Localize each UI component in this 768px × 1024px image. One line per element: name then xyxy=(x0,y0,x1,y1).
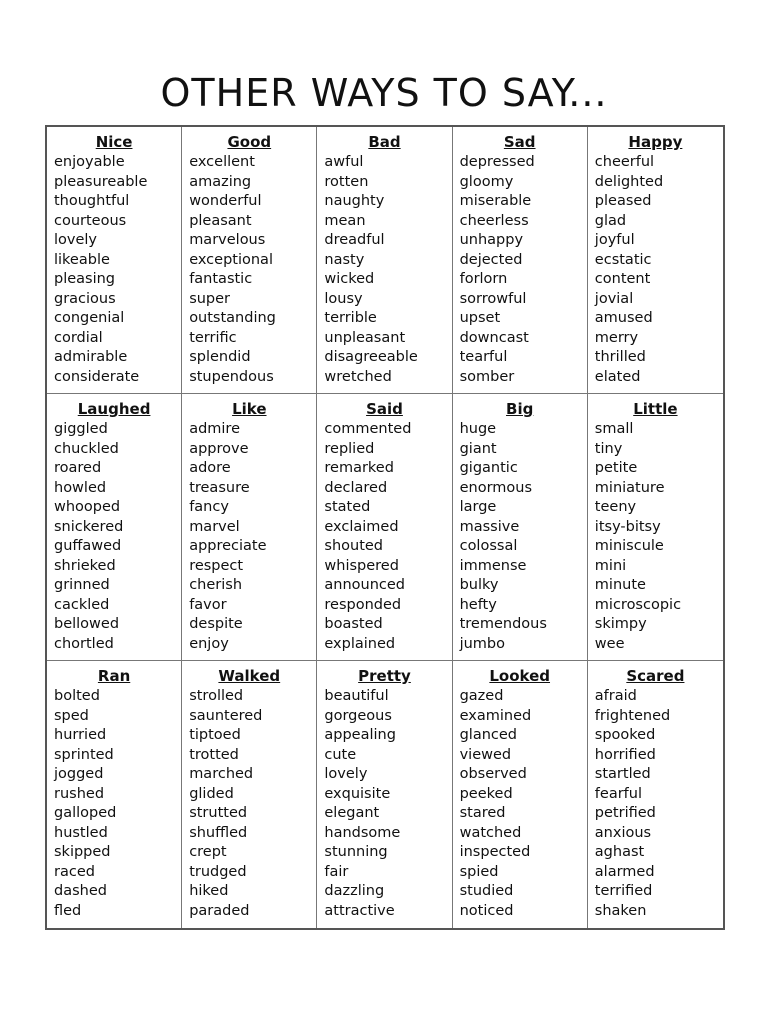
word-item: observed xyxy=(459,766,527,782)
word-item: marvelous xyxy=(189,232,266,248)
word-item: microscopic xyxy=(594,596,682,613)
word-item: outstanding xyxy=(189,310,276,326)
word-item: shaken xyxy=(594,902,647,919)
word-item: spooked xyxy=(594,727,656,743)
word-item: boasted xyxy=(324,616,383,632)
word-item: dreadful xyxy=(324,232,385,248)
word-item: anxious xyxy=(594,824,652,841)
word-item: gazed xyxy=(459,688,504,704)
word-item: unhappy xyxy=(459,232,524,248)
word-item: glad xyxy=(594,212,627,229)
word-item: admirable xyxy=(54,349,128,365)
word-item: content xyxy=(594,271,651,287)
word-item: paraded xyxy=(189,902,250,919)
word-item: sauntered xyxy=(189,707,263,724)
category-heading: Scared xyxy=(626,667,685,685)
word-item: jovial xyxy=(594,290,634,307)
word-item: approve xyxy=(189,440,249,457)
word-item: teeny xyxy=(594,499,637,515)
word-item: watched xyxy=(459,824,522,841)
word-item: enjoy xyxy=(189,635,229,652)
category-cell-laughed xyxy=(47,394,182,661)
word-item: shuffled xyxy=(189,824,248,841)
word-item: appealing xyxy=(324,727,396,743)
word-item: somber xyxy=(459,368,515,385)
word-item: whispered xyxy=(324,557,399,574)
word-list xyxy=(54,687,181,921)
word-item: handsome xyxy=(324,824,401,841)
word-list xyxy=(595,153,723,387)
category-cell-big xyxy=(453,394,588,661)
word-item: awful xyxy=(324,154,364,170)
word-item: huge xyxy=(459,421,497,437)
word-item: enormous xyxy=(459,479,533,496)
word-item: appreciate xyxy=(189,538,267,554)
category-cell-like xyxy=(182,394,317,661)
word-item: forlorn xyxy=(459,271,508,287)
word-item: pleasureable xyxy=(54,173,148,190)
category-heading: Nice xyxy=(95,133,133,151)
word-item: beautiful xyxy=(324,688,389,704)
category-cell-little xyxy=(588,394,723,661)
word-item: petite xyxy=(594,460,638,476)
word-item: miserable xyxy=(459,193,532,209)
word-item: itsy-bitsy xyxy=(594,518,661,535)
word-item: wretched xyxy=(324,368,392,385)
word-item: raced xyxy=(54,863,95,880)
category-cell-scared xyxy=(588,661,723,928)
word-item: wonderful xyxy=(189,193,262,209)
word-item: cordial xyxy=(54,329,103,346)
word-item: gorgeous xyxy=(324,707,392,724)
word-item: marched xyxy=(189,766,254,782)
word-item: depressed xyxy=(459,154,535,170)
word-list xyxy=(324,687,451,921)
word-item: chuckled xyxy=(54,440,119,457)
category-heading: Big xyxy=(506,400,534,418)
word-item: pleasant xyxy=(189,212,252,229)
word-item: explained xyxy=(324,635,396,652)
word-item: startled xyxy=(594,766,651,782)
word-item: wicked xyxy=(324,271,375,287)
word-item: terrified xyxy=(594,883,653,899)
word-item: gloomy xyxy=(459,173,514,190)
word-item: stupendous xyxy=(189,368,274,385)
word-item: terrible xyxy=(324,310,377,326)
word-item: spied xyxy=(459,863,499,880)
word-item: colossal xyxy=(459,538,518,554)
word-item: stunning xyxy=(324,844,388,860)
category-heading: Ran xyxy=(97,667,131,685)
word-item: thrilled xyxy=(594,349,646,365)
word-item: respect xyxy=(189,557,244,574)
word-item: treasure xyxy=(189,479,250,496)
word-item: pleasing xyxy=(54,271,116,287)
word-item: responded xyxy=(324,596,402,613)
category-heading: Laughed xyxy=(77,400,151,418)
word-item: immense xyxy=(459,557,527,574)
word-item: sorrowful xyxy=(459,290,527,307)
word-list xyxy=(595,420,723,654)
word-item: miniature xyxy=(594,479,665,496)
category-cell-happy xyxy=(588,127,723,394)
word-item: rushed xyxy=(54,785,105,802)
word-item: elated xyxy=(594,368,641,385)
word-item: dashed xyxy=(54,883,107,899)
word-item: howled xyxy=(54,479,107,496)
word-item: cute xyxy=(324,746,357,763)
category-heading: Pretty xyxy=(358,667,411,685)
word-item: attractive xyxy=(324,902,395,919)
word-item: considerate xyxy=(54,368,140,385)
word-item: wee xyxy=(594,635,625,652)
word-item: lovely xyxy=(54,232,98,248)
word-item: fantastic xyxy=(189,271,253,287)
category-heading: Said xyxy=(366,400,403,418)
word-item: gracious xyxy=(54,290,116,307)
word-item: despite xyxy=(189,616,243,632)
word-item: terrific xyxy=(189,329,237,346)
word-item: chortled xyxy=(54,635,114,652)
word-item: delighted xyxy=(594,173,664,190)
word-item: glided xyxy=(189,785,234,802)
word-list xyxy=(595,687,723,921)
word-item: exclaimed xyxy=(324,518,399,535)
word-item: galloped xyxy=(54,805,117,821)
word-item: announced xyxy=(324,577,406,593)
word-item: stared xyxy=(459,805,506,821)
word-item: disagreeable xyxy=(324,349,418,365)
word-list xyxy=(460,420,587,654)
category-heading: Like xyxy=(232,400,267,418)
word-item: gigantic xyxy=(459,460,518,476)
word-item: joyful xyxy=(594,232,635,248)
word-item: favor xyxy=(189,596,227,613)
word-item: massive xyxy=(459,518,520,535)
word-item: mini xyxy=(594,557,627,574)
word-item: unpleasant xyxy=(324,329,406,346)
word-item: bulky xyxy=(459,577,499,593)
word-item: jogged xyxy=(54,766,104,782)
word-item: snickered xyxy=(54,518,124,535)
word-item: remarked xyxy=(324,460,394,476)
word-item: fearful xyxy=(594,785,642,802)
word-item: miniscule xyxy=(594,538,664,554)
word-item: roared xyxy=(54,460,102,476)
word-item: horrified xyxy=(594,746,656,763)
category-cell-said xyxy=(317,394,452,661)
word-item: bolted xyxy=(54,688,100,704)
category-cell-good xyxy=(182,127,317,394)
word-item: elegant xyxy=(324,805,380,821)
word-item: pleased xyxy=(594,193,652,209)
word-item: naughty xyxy=(324,193,385,209)
word-item: minute xyxy=(594,577,646,593)
word-item: viewed xyxy=(459,746,512,763)
word-item: peeked xyxy=(459,785,513,802)
word-item: tiny xyxy=(594,440,623,457)
word-item: fled xyxy=(54,902,82,919)
word-item: splendid xyxy=(189,349,251,365)
word-item: giggled xyxy=(54,421,108,437)
word-item: thoughtful xyxy=(54,193,130,209)
word-item: excellent xyxy=(189,154,255,170)
word-item: strolled xyxy=(189,688,244,704)
category-cell-sad xyxy=(453,127,588,394)
word-item: crept xyxy=(189,844,227,860)
word-item: petrified xyxy=(594,805,656,821)
word-item: cheerless xyxy=(459,212,529,229)
word-item: stated xyxy=(324,499,371,515)
word-item: cackled xyxy=(54,596,110,613)
word-item: trudged xyxy=(189,863,247,880)
category-cell-pretty xyxy=(317,661,452,928)
word-item: commented xyxy=(324,421,412,437)
word-item: super xyxy=(189,290,231,307)
word-item: guffawed xyxy=(54,538,122,554)
word-item: downcast xyxy=(459,329,529,346)
word-item: bellowed xyxy=(54,616,120,632)
category-heading: Little xyxy=(633,400,678,418)
word-item: ecstatic xyxy=(594,251,652,268)
word-list xyxy=(460,153,587,387)
word-item: admire xyxy=(189,421,240,437)
word-item: tiptoed xyxy=(189,727,241,743)
word-item: lousy xyxy=(324,290,363,307)
word-item: cherish xyxy=(189,577,243,593)
word-item: dejected xyxy=(459,251,523,268)
category-heading: Happy xyxy=(628,133,683,151)
category-heading: Looked xyxy=(489,667,551,685)
word-item: frightened xyxy=(594,707,671,724)
word-item: exceptional xyxy=(189,251,273,268)
word-item: tearful xyxy=(459,349,508,365)
word-item: dazzling xyxy=(324,883,385,899)
word-item: upset xyxy=(459,310,501,326)
word-item: studied xyxy=(459,883,514,899)
word-list xyxy=(460,687,587,921)
word-item: congenial xyxy=(54,310,125,326)
word-item: inspected xyxy=(459,844,531,860)
word-list xyxy=(54,420,181,654)
word-item: fancy xyxy=(189,499,229,515)
word-item: nasty xyxy=(324,251,365,268)
word-item: hustled xyxy=(54,824,108,841)
word-item: hefty xyxy=(459,596,497,613)
word-item: mean xyxy=(324,212,366,229)
word-item: examined xyxy=(459,707,532,724)
word-item: small xyxy=(594,421,634,437)
word-item: giant xyxy=(459,440,497,457)
word-item: sprinted xyxy=(54,746,114,763)
word-item: hiked xyxy=(189,883,229,899)
word-item: glanced xyxy=(459,727,517,743)
word-item: noticed xyxy=(459,902,514,919)
category-cell-nice xyxy=(47,127,182,394)
word-item: cheerful xyxy=(594,154,655,170)
category-heading: Walked xyxy=(218,667,281,685)
word-item: grinned xyxy=(54,577,110,593)
word-list xyxy=(324,420,451,654)
category-cell-ran xyxy=(47,661,182,928)
word-item: sped xyxy=(54,707,89,724)
word-item: adore xyxy=(189,460,231,476)
word-list xyxy=(189,687,316,921)
word-item: fair xyxy=(324,863,349,880)
word-list xyxy=(189,420,316,654)
word-item: skimpy xyxy=(594,616,647,632)
word-item: declared xyxy=(324,479,388,496)
word-item: courteous xyxy=(54,212,127,229)
category-heading: Good xyxy=(227,133,272,151)
word-item: shouted xyxy=(324,538,384,554)
word-item: aghast xyxy=(594,844,645,860)
word-item: strutted xyxy=(189,805,248,821)
word-list xyxy=(189,153,316,387)
word-item: amused xyxy=(594,310,653,326)
word-item: afraid xyxy=(594,688,637,704)
word-list xyxy=(54,153,181,387)
word-item: replied xyxy=(324,440,375,457)
word-item: likeable xyxy=(54,251,110,268)
word-list xyxy=(324,153,451,387)
word-item: hurried xyxy=(54,727,107,743)
synonym-grid xyxy=(45,125,725,930)
category-cell-bad xyxy=(317,127,452,394)
word-item: shrieked xyxy=(54,557,116,574)
word-item: jumbo xyxy=(459,635,506,652)
category-heading: Sad xyxy=(503,133,536,151)
word-item: alarmed xyxy=(594,863,655,880)
word-item: whooped xyxy=(54,499,121,515)
word-item: enjoyable xyxy=(54,154,125,170)
word-item: trotted xyxy=(189,746,239,763)
word-item: marvel xyxy=(189,518,240,535)
category-heading: Bad xyxy=(368,133,401,151)
word-item: rotten xyxy=(324,173,369,190)
category-cell-walked xyxy=(182,661,317,928)
word-item: merry xyxy=(594,329,639,346)
word-item: exquisite xyxy=(324,785,391,802)
category-cell-looked xyxy=(453,661,588,928)
word-item: tremendous xyxy=(459,616,547,632)
word-item: large xyxy=(459,499,497,515)
page-title: OTHER WAYS TO SAY... xyxy=(160,71,608,115)
word-item: skipped xyxy=(54,844,111,860)
word-item: amazing xyxy=(189,173,252,190)
word-item: lovely xyxy=(324,766,368,782)
